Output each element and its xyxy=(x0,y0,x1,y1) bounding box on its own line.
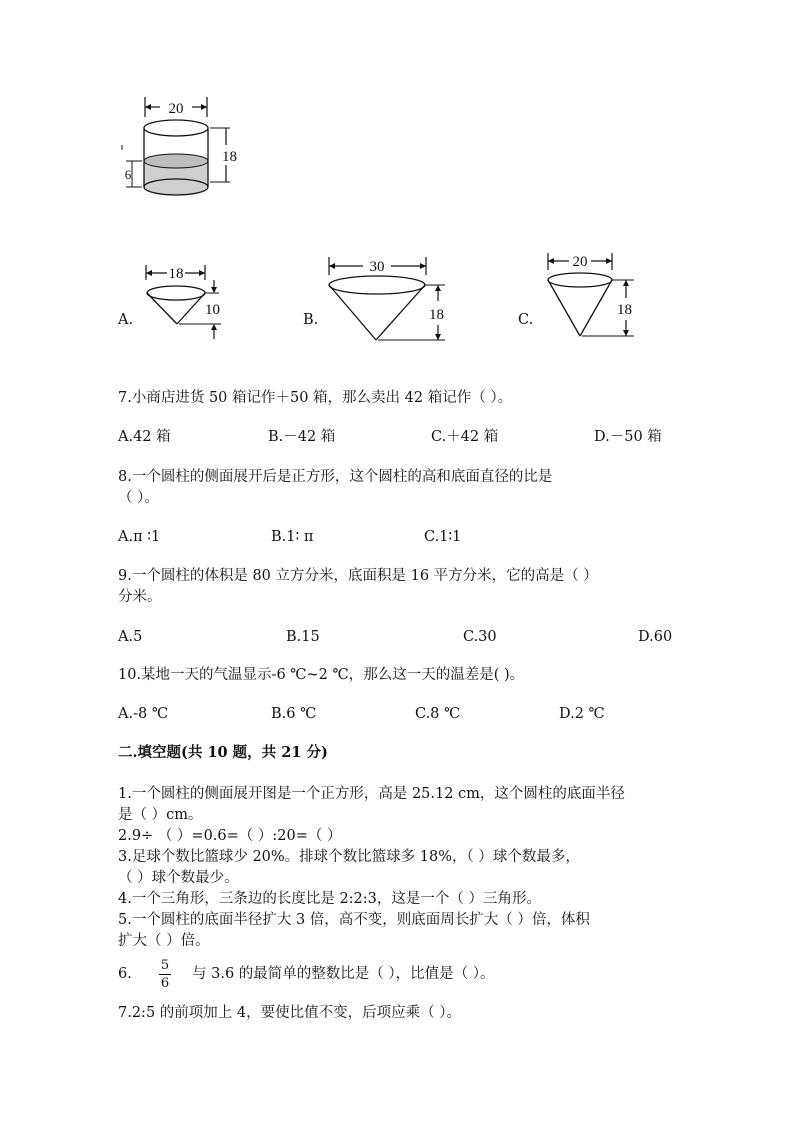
fill-q6-fraction xyxy=(158,958,172,992)
fill-q4: 4.一个三角形，三条边的长度比是 2:2:3，这是一个（ ）三角形。 xyxy=(118,891,541,907)
cylinder-width-label: 20 xyxy=(168,101,184,117)
fill-q3-line2: （ ）球个数最少。 xyxy=(118,870,239,886)
q9-option-c[interactable]: C.30 xyxy=(463,629,497,645)
cylinder-figure xyxy=(118,95,238,205)
cone-c-figure[interactable] xyxy=(544,250,644,340)
q9-option-d[interactable]: D.60 xyxy=(638,629,673,645)
cylinder-water-label: 6 xyxy=(124,167,132,182)
fill-q2: 2.9÷ （ ）=0.6=（ ）:20=（ ） xyxy=(118,828,342,844)
fraction-bar xyxy=(159,974,171,975)
q7-option-a[interactable]: A.42 箱 xyxy=(118,429,171,445)
fill-q3-line1: 3.足球个数比篮球少 20%。排球个数比篮球多 18%，（ ）球个数最多， xyxy=(118,849,580,865)
fill-q6-number: 6. xyxy=(118,966,132,982)
q8-option-c[interactable]: C.1∶1 xyxy=(424,529,462,545)
q9-option-a[interactable]: A.5 xyxy=(118,629,143,645)
q8-option-a[interactable]: A.π ∶1 xyxy=(118,529,161,545)
cone-a-figure[interactable] xyxy=(143,262,243,342)
fill-q1-line1: 1.一个圆柱的侧面展开图是一个正方形，高是 25.12 cm，这个圆柱的底面半径 xyxy=(118,786,625,802)
fill-q7: 7.2:5 的前项加上 4，要使比值不变，后项应乘（ ）。 xyxy=(118,1005,461,1021)
fill-q5-line1: 5.一个圆柱的底面半径扩大 3 倍，高不变，则底面周长扩大（ ）倍，体积 xyxy=(118,912,590,928)
cone-b-width-label: 30 xyxy=(369,259,385,275)
q7-option-c[interactable]: C.＋42 箱 xyxy=(431,429,499,445)
cone-b-figure[interactable] xyxy=(325,253,455,343)
q10-text: 10.某地一天的气温显示-6 ℃~2 ℃，那么这一天的温差是( )。 xyxy=(118,667,525,683)
q8-text-line1: 8.一个圆柱的侧面展开后是正方形，这个圆柱的高和底面直径的比是 xyxy=(118,469,553,485)
q9-text-line1: 9.一个圆柱的体积是 80 立方分米，底面积是 16 平方分米，它的高是（ ） xyxy=(118,568,598,584)
q9-text-line2: 分米。 xyxy=(118,589,162,605)
q9-option-b[interactable]: B.15 xyxy=(286,629,320,645)
fraction-denominator: 6 xyxy=(160,976,170,991)
section2-heading: 二.填空题(共 10 题，共 21 分) xyxy=(118,744,328,761)
q8-option-b[interactable]: B.1∶ π xyxy=(271,529,314,545)
cone-a-width-label: 18 xyxy=(168,266,184,282)
cone-c-option-label[interactable]: C. xyxy=(518,312,534,328)
q7-option-b[interactable]: B.－42 箱 xyxy=(268,429,336,445)
cone-a-option-label[interactable]: A. xyxy=(118,312,134,328)
fill-q5-line2: 扩大（ ）倍。 xyxy=(118,933,210,949)
fill-q6-text: 与 3.6 的最简单的整数比是（ ），比值是（ ）。 xyxy=(192,966,495,982)
cone-a-height-label: 10 xyxy=(205,302,220,318)
q10-option-a[interactable]: A.-8 ℃ xyxy=(118,706,169,722)
q8-text-line2: （ ）。 xyxy=(118,490,159,506)
cone-c-height-label: 18 xyxy=(617,302,632,318)
q10-option-d[interactable]: D.2 ℃ xyxy=(559,706,605,722)
cone-c-width-label: 20 xyxy=(572,254,588,270)
cylinder-height-label: 18 xyxy=(222,149,237,165)
q10-option-c[interactable]: C.8 ℃ xyxy=(415,706,461,722)
q7-option-d[interactable]: D.－50 箱 xyxy=(594,429,662,445)
q7-text: 7.小商店进货 50 箱记作＋50 箱，那么卖出 42 箱记作（ ）。 xyxy=(118,390,513,406)
fraction-numerator: 5 xyxy=(160,958,170,973)
cone-b-option-label[interactable]: B. xyxy=(303,312,319,328)
cone-b-height-label: 18 xyxy=(429,307,444,323)
q10-option-b[interactable]: B.6 ℃ xyxy=(271,706,317,722)
fill-q1-line2: 是（ ）cm。 xyxy=(118,807,203,823)
